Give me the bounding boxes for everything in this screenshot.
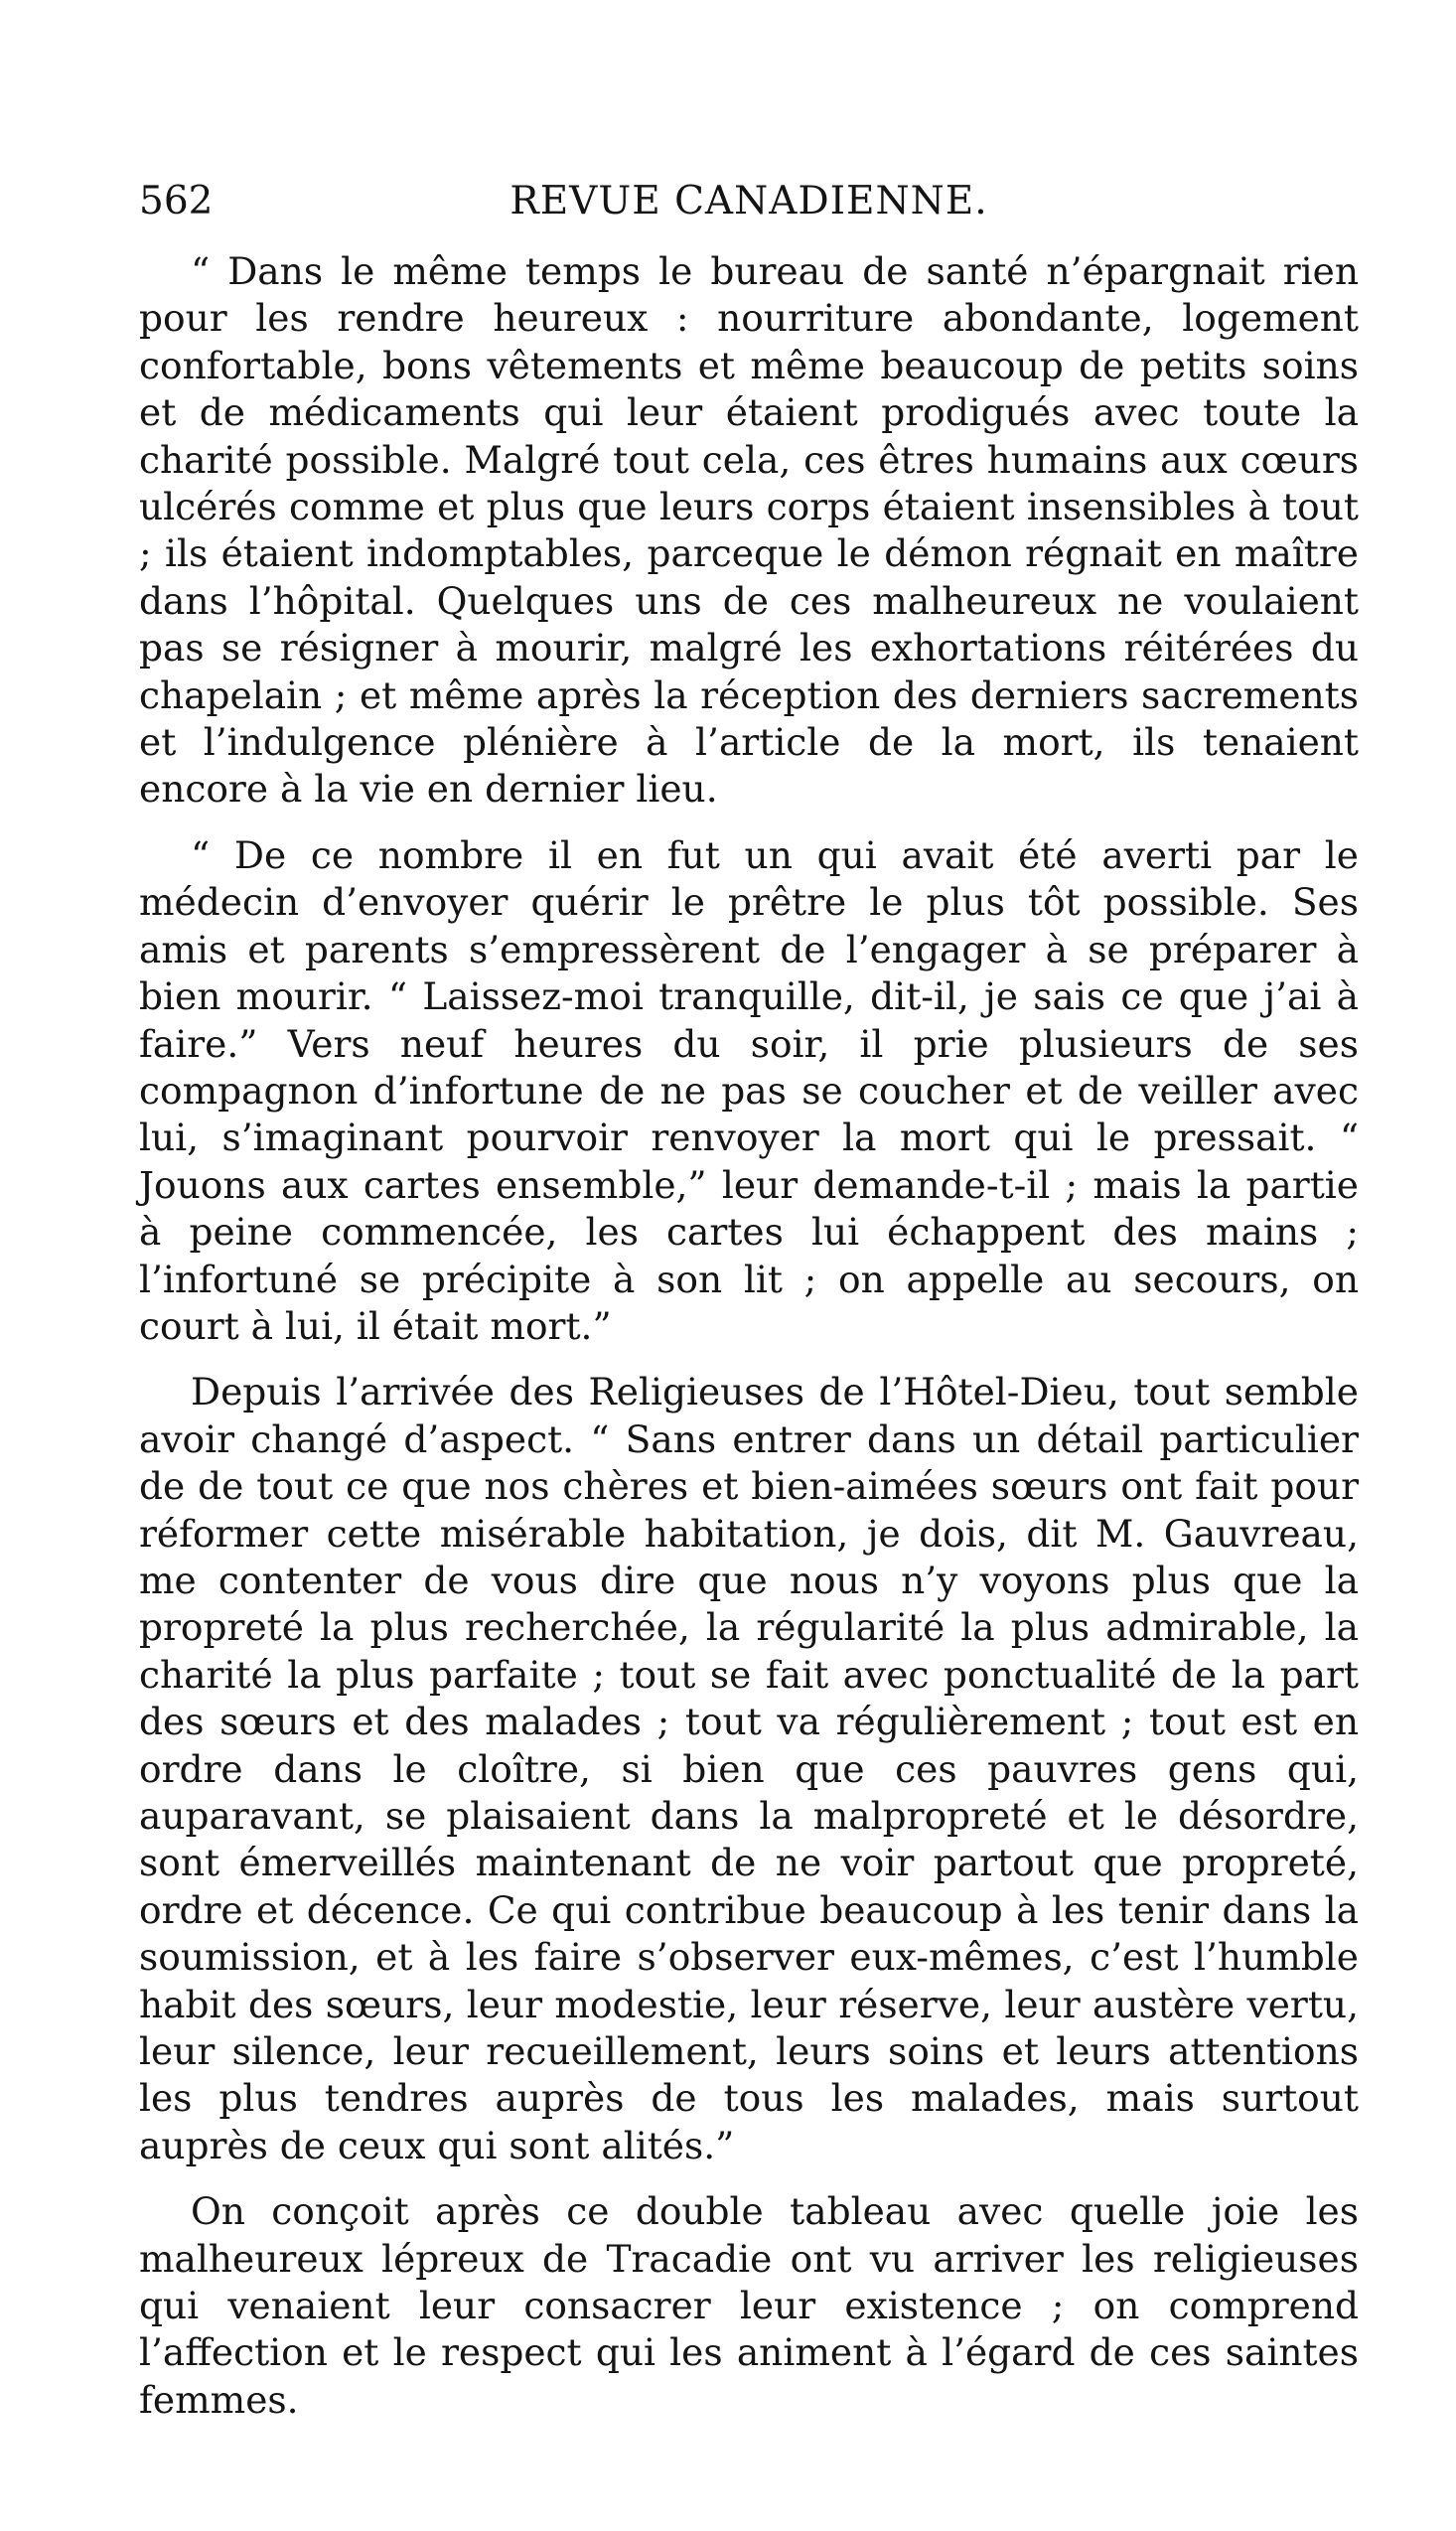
- paragraph-2: “ De ce nombre il en fut un qui avait été averti par le médecin d’envoyer quérir le prêtre le plus tôt possible. Ses amis et parents s’empressèrent de l’engager à se préparer à bien mourir. “ Laissez-moi tranquille, dit-il, je sais ce que j’ai à faire.” Vers neuf heures du soir, il prie plusieurs de ses compagnon d’infortune de ne pas se coucher et de veiller avec lui, s’imaginant pourvoir renvoyer la mort qui le pressait. “ Jouons aux cartes ensemble,” leur demande-t-il ; mais la partie à peine commencée, les cartes lui échappent des mains ; l’infortuné se précipite à son lit ; on appelle au secours, on court à lui, il était mort.”: [139, 832, 1359, 1348]
- running-title: REVUE CANADIENNE.: [510, 179, 988, 223]
- paragraph-4: On conçoit après ce double tableau avec quelle joie les malheureux lépreux de Tracadie ont vu arriver les religieuses qui venaient leur consacrer leur existence ; on comprend l’affection et le respect qui les animent à l’égard de ces saintes femmes.: [139, 2189, 1359, 2422]
- page-header: [139, 177, 1359, 226]
- paragraph-1: “ Dans le même temps le bureau de santé n’épargnait rien pour les rendre heureux : nourriture abondante, logement confortable, bons vêtements et même beaucoup de petits soins et de médicaments qui leur étaient prodigués avec toute la charité possible. Malgré tout cela, ces êtres humains aux cœurs ulcérés comme et plus que leurs corps étaient insensibles à tout ; ils étaient indomptables, parceque le démon régnait en maître dans l’hôpital. Quelques uns de ces malheureux ne voulaient pas se résigner à mourir, malgré les exhortations réitérées du chapelain ; et même après la réception des derniers sacrements et l’indulgence plénière à l’article de la mort, ils tenaient encore à la vie en dernier lieu.: [139, 249, 1359, 812]
- body-text: [139, 248, 1359, 2443]
- page-number: 562: [139, 179, 214, 223]
- paragraph-3: Depuis l’arrivée des Religieuses de l’Hôtel-Dieu, tout semble avoir changé d’aspect. “ Sans entrer dans un détail particulier de de tout ce que nos chères et bien-aimées sœurs ont fait pour réformer cette misérable habitation, je dois, dit M. Gauvreau, me contenter de vous dire que nous n’y voyons plus que la propreté la plus recherchée, la régularité la plus admirable, la charité la plus parfaite ; tout se fait avec ponctualité de la part des sœurs et des malades ; tout va régulièrement ; tout est en ordre dans le cloître, si bien que ces pauvres gens qui, auparavant, se plaisaient dans la malpropreté et le désordre, sont émerveillés maintenant de ne voir partout que propreté, ordre et décence. Ce qui contribue beaucoup à les tenir dans la soumission, et à les faire s’observer eux-mêmes, c’est l’humble habit des sœurs, leur modestie, leur réserve, leur austère vertu, leur silence, leur recueillement, leurs soins et leurs attentions les plus tendres auprès de tous les malades, mais surtout auprès de ceux qui sont alités.”: [139, 1370, 1359, 2167]
